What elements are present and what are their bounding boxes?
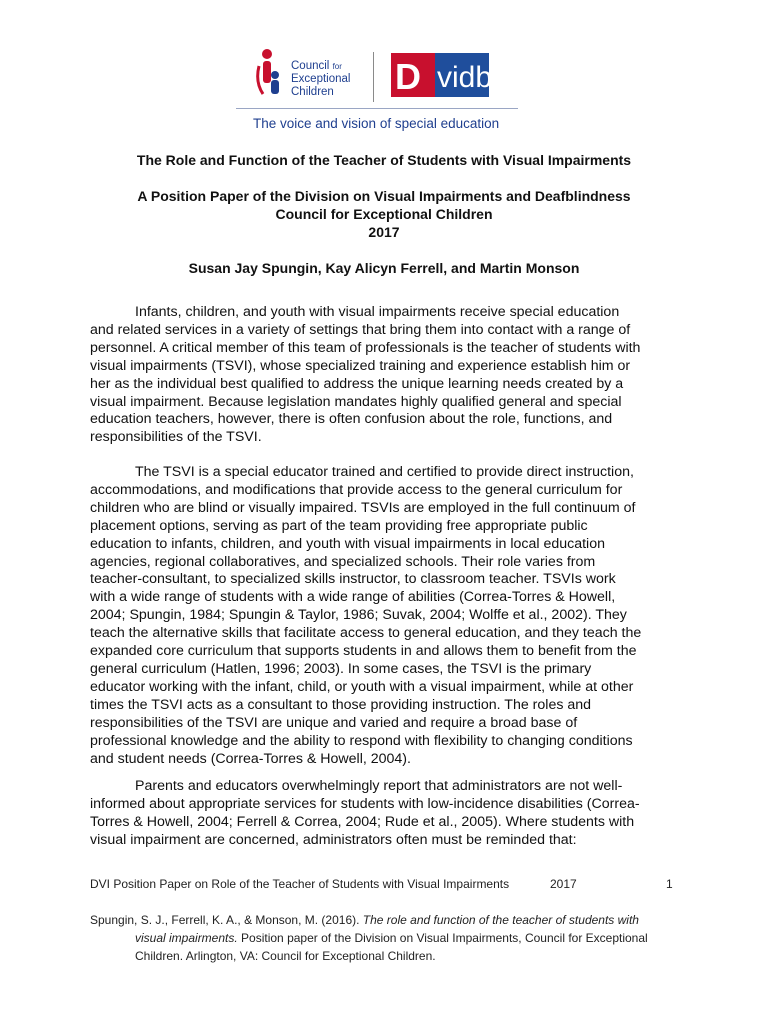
text-line: 2004; Spungin, 1984; Spungin & Taylor, 1986; Suvak, 2004; Wolffe et al., 2002). They (90, 607, 627, 624)
text-line: responsibilities of the TSVI are unique and varied and require a broad base of (90, 714, 578, 731)
text-line: times the TSVI acts as a consultant to those providing instruction. The roles and (90, 696, 592, 713)
citation (90, 911, 690, 965)
footer-year: 2017 (550, 877, 577, 891)
cec-wordmark: Council for Exceptional Children (291, 60, 351, 98)
header-logos (253, 48, 523, 108)
svg-text:vidb: vidb (437, 61, 489, 94)
paragraph-3 (90, 778, 680, 850)
svg-text:D: D (395, 56, 421, 97)
tagline: The voice and vision of special education (253, 116, 500, 131)
text-line: and student needs (Correa-Torres & Howell, 2004). (90, 750, 411, 767)
text-line: teach the alternative skills that facilitate access to general education, and they teach the (90, 625, 642, 642)
citation-line-3: Children. Arlington, VA: Council for Exceptional Children. (135, 949, 436, 963)
text-line: educator working with the infant, child, or youth with a visual impairment, while at other (90, 678, 634, 695)
text-line: Torres & Howell, 2004; Ferrell & Correa, 2004; Rude et al., 2005). Where students with (90, 813, 635, 830)
text-line: education teachers, however, there is often confusion about the role, functions, and (90, 411, 613, 428)
subtitle-year: 2017 (368, 224, 400, 240)
text-line: visual impairments (TSVI), whose specialized training and experience establish him or (90, 357, 631, 374)
page-number: 1 (666, 877, 673, 891)
text-line: with a wide range of students with a wide range of abilities (Correa-Torres & Howell, (90, 589, 616, 606)
dvidb-logo (391, 53, 489, 97)
paragraph-1 (90, 304, 680, 447)
text-line: informed about appropriate services for students with low-incidence disabilities (Correa- (90, 795, 640, 812)
text-line: professional knowledge and the ability to respond with flexibility to changing conditions (90, 732, 633, 749)
text-line: education to infants, children, and youth with visual impairments in local education (90, 535, 605, 552)
document-title: The Role and Function of the Teacher of Students with Visual Impairments (136, 152, 632, 168)
text-line: expanded core curriculum that supports students in and allows them to benefit from the (90, 643, 637, 660)
citation-line-2: visual impairments. Position paper of the Division on Visual Impairments, Council for Exceptional (135, 931, 648, 945)
citation-line-1: Spungin, S. J., Ferrell, K. A., & Monson, M. (2016). The role and function of the teacher of students with (90, 913, 639, 927)
cec-logo (253, 48, 363, 104)
cec-figure-icon (253, 48, 289, 104)
text-line: The TSVI is a special educator trained and certified to provide direct instruction, (135, 464, 634, 480)
text-line: accommodations, and modifications that provide access to the general curriculum for (90, 481, 623, 498)
text-line: visual impairment. Because legislation mandates highly qualified general and special (90, 393, 622, 410)
paragraph-2 (90, 464, 680, 768)
text-line: visual impairment are concerned, administrators often must be reminded that: (90, 831, 577, 848)
text-line: placement options, serving as part of the team providing free appropriate public (90, 517, 588, 534)
logo-divider (373, 52, 374, 102)
text-line: Parents and educators overwhelmingly report that administrators are not well- (135, 778, 623, 794)
text-line: children who are blind or visually impaired. TSVIs are employed in the full continuum of (90, 499, 636, 516)
footer-title: DVI Position Paper on Role of the Teacher of Students with Visual Impairments (90, 877, 510, 891)
subtitle-line-1: A Position Paper of the Division on Visual Impairments and Deafblindness (137, 188, 631, 204)
text-line: teacher-consultant, to specialized skills instructor, to classroom teacher. TSVIs work (90, 571, 616, 588)
text-line: responsibilities of the TSVI. (90, 429, 262, 446)
text-line: personnel. A critical member of this team of professionals is the teacher of students with (90, 339, 641, 356)
text-line: Infants, children, and youth with visual impairments receive special education (135, 304, 620, 320)
subtitle-line-2: Council for Exceptional Children (275, 206, 493, 222)
text-line: and related services in a variety of settings that bring them into contact with a range of (90, 321, 631, 338)
tagline-rule (236, 108, 518, 109)
text-line: her as the individual best qualified to address the unique learning needs created by a (90, 375, 624, 392)
text-line: agencies, regional collaboratives, and specialized schools. Their role varies from (90, 553, 596, 570)
text-line: general curriculum (Hatlen, 1996; 2003). In some cases, the TSVI is the primary (90, 660, 592, 677)
authors: Susan Jay Spungin, Kay Alicyn Ferrell, and Martin Monson (188, 260, 580, 276)
